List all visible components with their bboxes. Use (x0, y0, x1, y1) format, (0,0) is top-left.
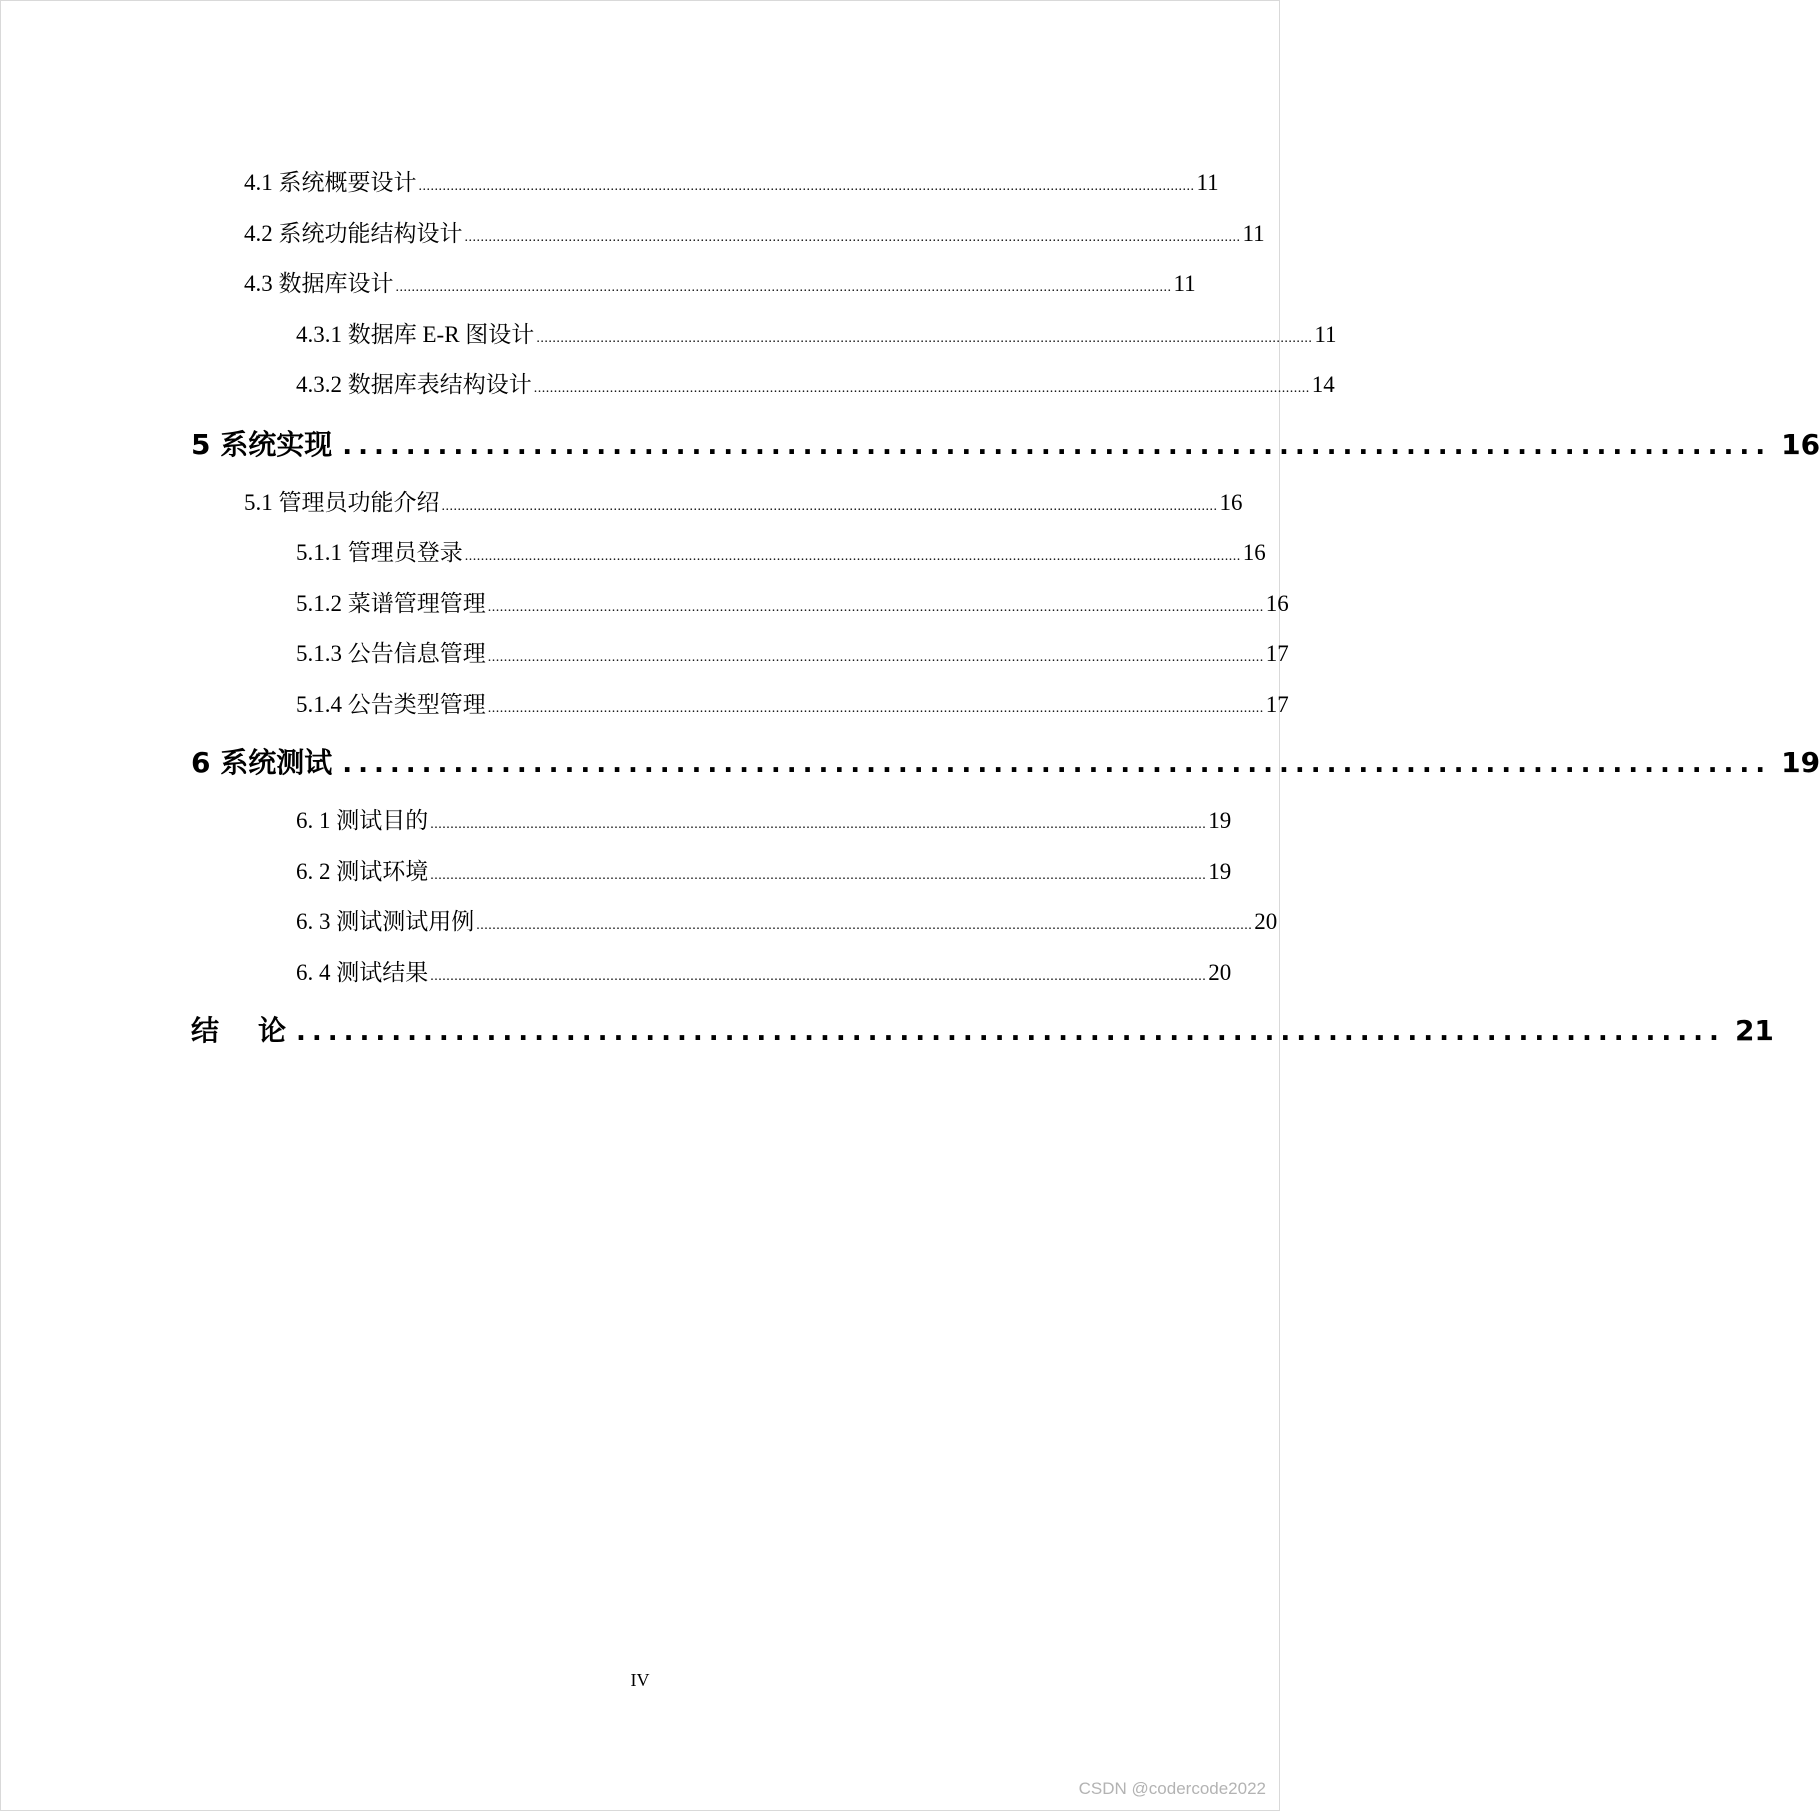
toc-dot-leader: .................................................................................................................................................................................................. (430, 817, 1207, 832)
toc-page-number: 21 (1734, 1014, 1774, 1047)
toc-page-number: 20 (1254, 909, 1278, 934)
toc-dot-leader: .................................................................................................................................................................................................. (487, 650, 1264, 665)
toc-entry-label: 4.3 数据库设计 (244, 271, 394, 296)
toc-dot-leader: .................................................................................................................................................................................................. (487, 600, 1264, 615)
toc-page-number: 16 (1242, 540, 1266, 565)
toc-chapter-label: 结 论 (191, 1014, 286, 1047)
toc-entry-4-2[interactable] (244, 215, 1265, 248)
toc-entry-5-1-1[interactable] (296, 534, 1266, 567)
toc-dot-leader: .................................................................................................................................................................................................. (395, 280, 1172, 295)
toc-chapter-label: 5 系统实现 (191, 428, 333, 461)
toc-chapter-6[interactable] (191, 741, 1820, 781)
toc-page-number: 17 (1265, 692, 1289, 717)
toc-entry-label: 4.3.1 数据库 E-R 图设计 (296, 322, 535, 347)
toc-chapter-5[interactable] (191, 423, 1820, 463)
toc-page-number: 14 (1311, 372, 1335, 397)
toc-dot-leader: .................................................................................................................................................................................................. (536, 331, 1313, 346)
toc-dot-leader: .................................................................................................................................................................................................. (418, 179, 1195, 194)
toc-page-number: 16 (1265, 591, 1289, 616)
toc-dot-leader: .................................................................................................................................................................................................. (464, 549, 1241, 564)
toc-entry-6-4[interactable] (296, 954, 1232, 987)
toc-dot-leader: .................................................................................................................................................................................................. (430, 969, 1207, 984)
toc-entry-5-1-4[interactable] (296, 686, 1289, 719)
toc-entry-label: 6. 4 测试结果 (296, 960, 429, 985)
toc-page-number: 19 (1208, 808, 1232, 833)
footer-page-number: IV (630, 1670, 650, 1690)
toc-page-number: 19 (1781, 746, 1820, 779)
toc-entry-5-1-2[interactable] (296, 585, 1289, 618)
toc-entry-label: 6. 2 测试环境 (296, 859, 429, 884)
toc-page-number: 11 (1242, 221, 1265, 246)
toc-entry-4-3-1[interactable] (296, 316, 1337, 349)
toc-dot-leader: .................................................................................................................................................................................................. (533, 381, 1310, 396)
toc-page-number: 19 (1208, 859, 1232, 884)
toc-entry-6-2[interactable] (296, 853, 1232, 886)
toc-entry-label: 5.1.1 管理员登录 (296, 540, 463, 565)
toc-entry-6-1[interactable] (296, 802, 1232, 835)
toc-dot-leader: .................................................................................................................................................................................................. (487, 701, 1264, 716)
toc-entry-label: 5.1.3 公告信息管理 (296, 641, 486, 666)
toc-dot-leader: .......................................................................................... (342, 431, 1772, 461)
toc-dot-leader: .................................................................................................................................................................................................. (430, 868, 1207, 883)
toc-chapter-label: 6 系统测试 (191, 746, 333, 779)
toc-entry-label: 5.1.4 公告类型管理 (296, 692, 486, 717)
toc-page-number: 11 (1173, 271, 1196, 296)
toc-chapter-conclusion[interactable] (191, 1009, 1774, 1049)
toc-entry-label: 6. 3 测试测试用例 (296, 909, 475, 934)
toc-entry-label: 4.1 系统概要设计 (244, 170, 417, 195)
toc-page-number: 20 (1208, 960, 1232, 985)
watermark: CSDN @codercode2022 (1078, 1779, 1266, 1798)
toc-entry-5-1-3[interactable] (296, 635, 1289, 668)
toc-dot-leader: .................................................................................................................................................................................................. (441, 499, 1218, 514)
toc-entry-label: 4.3.2 数据库表结构设计 (296, 372, 532, 397)
toc-dot-leader: .................................................................................................................................................................................................. (464, 230, 1241, 245)
toc-entry-5-1[interactable] (244, 484, 1243, 517)
toc-entry-4-1[interactable] (244, 164, 1219, 197)
toc-dot-leader: .......................................................................................... (342, 749, 1772, 779)
toc-entry-4-3[interactable] (244, 265, 1196, 298)
toc-page-number: 16 (1781, 428, 1820, 461)
toc-entry-label: 5.1.2 菜谱管理管理 (296, 591, 486, 616)
toc-entry-4-3-2[interactable] (296, 366, 1335, 399)
toc-entry-6-3[interactable] (296, 903, 1278, 936)
toc-page-number: 11 (1314, 322, 1337, 347)
toc-dot-leader: .......................................................................................... (296, 1017, 1725, 1047)
toc-page-number: 16 (1219, 490, 1243, 515)
toc-entry-label: 5.1 管理员功能介绍 (244, 490, 440, 515)
toc-page-number: 17 (1265, 641, 1289, 666)
toc-entry-label: 4.2 系统功能结构设计 (244, 221, 463, 246)
toc-dot-leader: .................................................................................................................................................................................................. (476, 918, 1253, 933)
toc-entry-label: 6. 1 测试目的 (296, 808, 429, 833)
toc-page-number: 11 (1196, 170, 1219, 195)
